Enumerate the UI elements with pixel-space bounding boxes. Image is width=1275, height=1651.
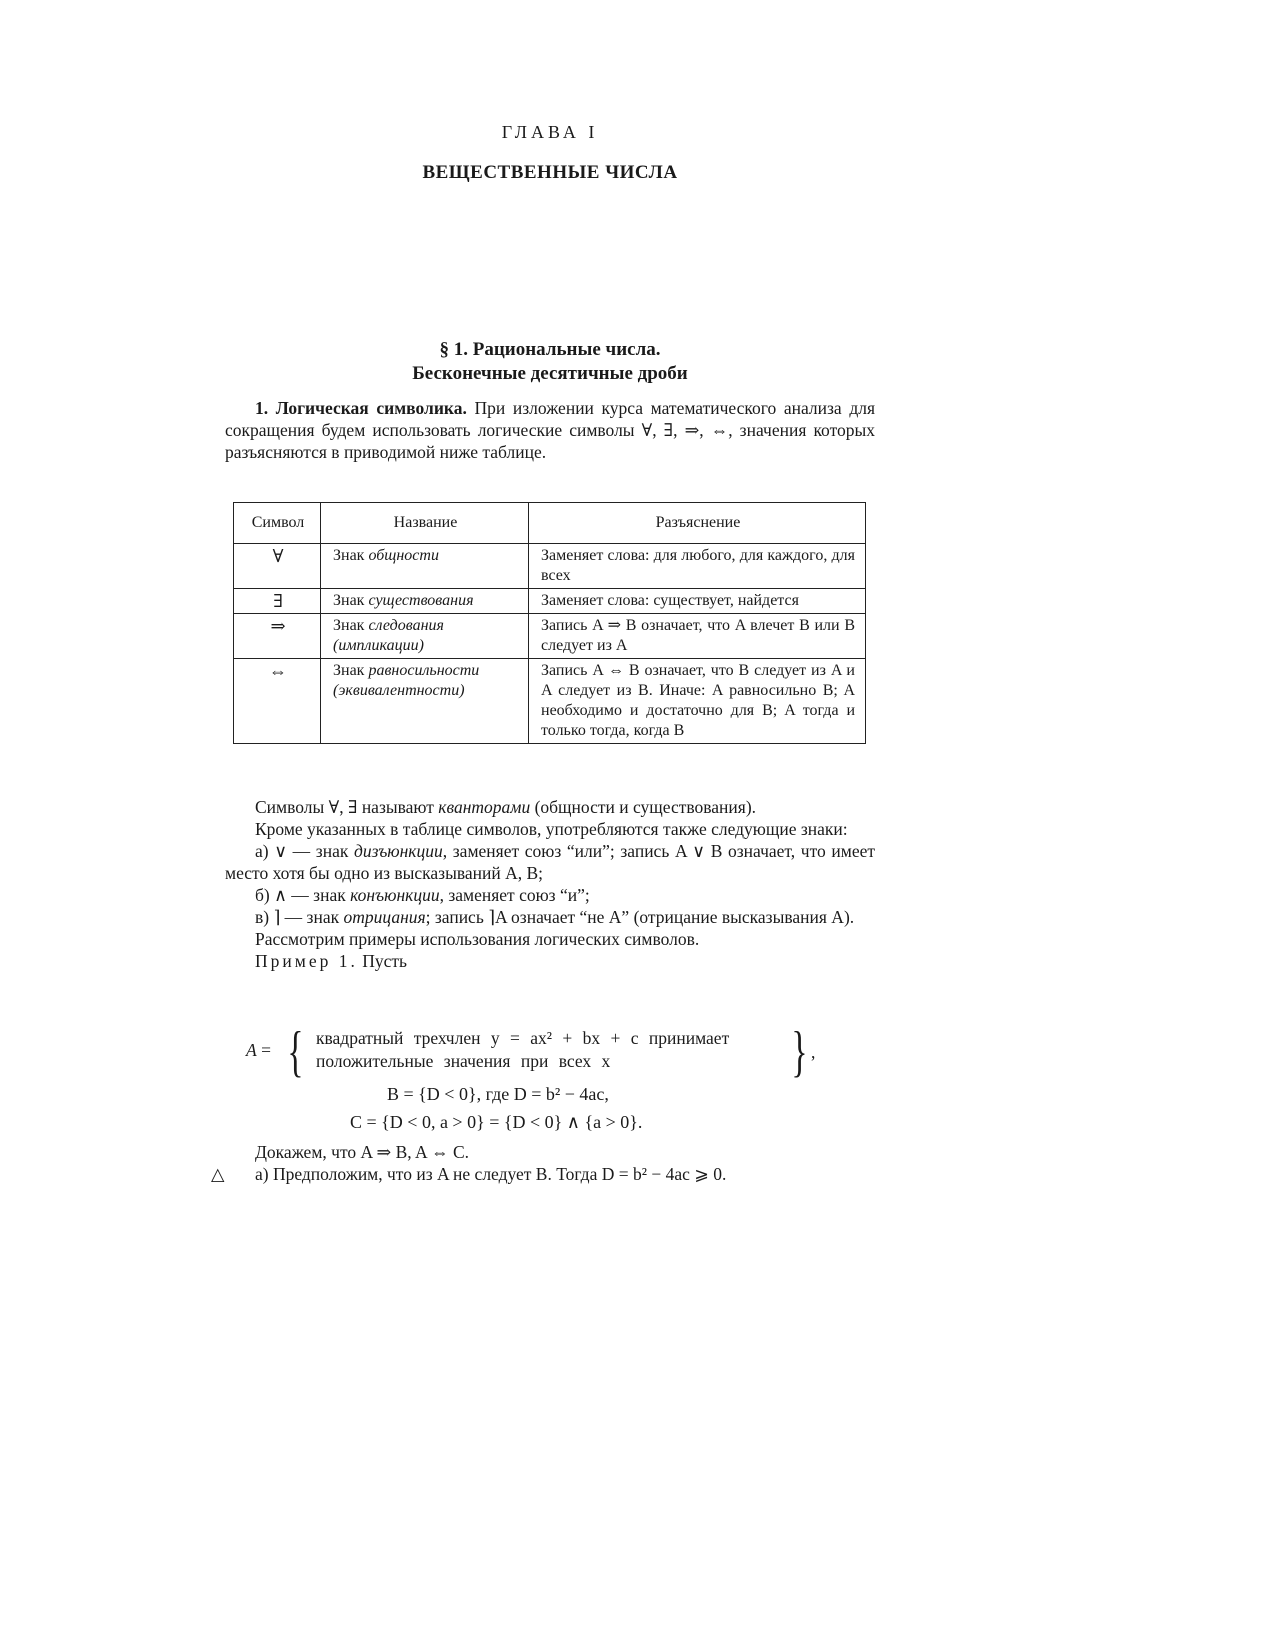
text-italic: конъюнкции: [350, 885, 440, 905]
table-cell-name: [321, 659, 529, 744]
text-run: а) Предположим, что из A не следует B. Тогда D = b² − 4ac ⩾ 0.: [255, 1164, 727, 1184]
table-cell-symbol: ∀: [234, 544, 321, 589]
example-label: Пример 1.: [255, 951, 358, 971]
text-italic: дизъюнкции: [354, 841, 443, 861]
table-row: [234, 589, 866, 614]
text-run: Пусть: [357, 951, 408, 971]
name-plain: Знак: [333, 662, 369, 679]
disjunction-item: [225, 840, 875, 884]
formula-variable: A: [246, 1040, 257, 1060]
text-run: (общности и существования).: [530, 797, 757, 817]
table-cell-symbol: ⇔: [234, 659, 321, 744]
text-run: ; запись ⌉A означает “не A” (отрицание высказывания A).: [425, 907, 855, 927]
table-header-explanation: Разъяснение: [529, 503, 866, 544]
table-row: [234, 544, 866, 589]
proof-line: [211, 1163, 875, 1185]
triangle-icon: △: [211, 1164, 225, 1184]
name-italic: равносильности (эквивалентности): [333, 662, 480, 699]
text-run: , заменяет союз “или”; запись A ∨ B означает, что имеет место хотя бы одно из высказываний A, B;: [225, 841, 876, 883]
logic-symbols-table: [233, 502, 866, 744]
left-brace: {: [287, 1021, 304, 1083]
name-italic: общности: [368, 547, 439, 564]
table-cell-explanation: Запись A ⇒ B означает, что A влечет B или B следует из A: [529, 614, 866, 659]
name-plain: Знак: [333, 617, 369, 634]
example-1-label: [225, 950, 875, 972]
formula-equals: =: [256, 1040, 271, 1060]
text-italic: кванторами: [438, 797, 531, 817]
formula-line-1: квадратный трехчлен y = ax² + bx + c принимает: [316, 1028, 730, 1048]
right-brace: }: [791, 1021, 808, 1083]
table-cell-symbol: ⇒: [234, 614, 321, 659]
name-italic: следования (импликации): [333, 617, 444, 654]
text-run: , заменяет союз “и”;: [439, 885, 590, 905]
name-plain: Знак: [333, 592, 369, 609]
equation-b: B = {D < 0}, где D = b² − 4ac,: [387, 1084, 609, 1104]
table-header-name: Название: [321, 503, 529, 544]
examples-intro: Рассмотрим примеры использования логических символов.: [255, 929, 700, 949]
table-row: [234, 614, 866, 659]
negation-item: [225, 906, 875, 928]
intro-text: При изложении курса математического анализа для сокращения будем использовать логические символы ∀, ∃, ⇒, ⇔, значения которых разъясняются в приводимой ниже таблице.: [225, 398, 876, 462]
table-header-row: [234, 503, 866, 544]
name-plain: Знак: [333, 547, 369, 564]
text-italic: отрицания: [343, 907, 426, 927]
prove-statement: Докажем, что A ⇒ B, A ⇔ C.: [255, 1142, 469, 1162]
quantifiers-paragraph: [225, 796, 875, 818]
table-cell-name: [321, 544, 529, 589]
table-cell-explanation: Заменяет слова: существует, найдется: [529, 589, 866, 614]
formula-comma: ,: [811, 1042, 816, 1062]
text-run: Символы ∀, ∃ называют: [255, 797, 439, 817]
formula-lhs: [246, 1040, 271, 1061]
section-heading-line1: § 1. Рациональные числа.: [439, 339, 661, 360]
table-cell-explanation: Заменяет слова: для любого, для каждого, для всех: [529, 544, 866, 589]
intro-paragraph: [225, 397, 875, 463]
text-run: а) ∨ — знак: [255, 841, 354, 861]
conjunction-item: [225, 884, 875, 906]
set-definition-formula: [246, 1022, 876, 1082]
text-run: в) ⌉ — знак: [255, 907, 344, 927]
chapter-label: ГЛАВА I: [501, 122, 599, 142]
formula-line-2: положительные значения при всех x: [316, 1051, 611, 1071]
text-run: б) ∧ — знак: [255, 885, 351, 905]
subsection-title: 1. Логическая символика.: [255, 398, 467, 418]
proof-start: [211, 1141, 875, 1185]
table-cell-name: [321, 589, 529, 614]
body-text: [225, 796, 875, 972]
section-heading-line2: Бесконечные десятичные дроби: [412, 363, 688, 384]
table-cell-symbol: ∃: [234, 589, 321, 614]
section-heading: [225, 338, 875, 386]
table-row: [234, 659, 866, 744]
equation-c: C = {D < 0, a > 0} = {D < 0} ∧ {a > 0}.: [350, 1112, 643, 1132]
table-cell-explanation: Запись A ⇔ B означает, что B следует из A и A следует из B. Иначе: A равносильно B; A необходимо и достаточно для B; A тогда и только тогда, когда B: [529, 659, 866, 744]
table-cell-name: [321, 614, 529, 659]
chapter-title: ВЕЩЕСТВЕННЫЕ ЧИСЛА: [422, 162, 678, 183]
other-signs-paragraph: Кроме указанных в таблице символов, употребляются также следующие знаки:: [255, 819, 848, 839]
name-italic: существования: [368, 592, 474, 609]
table-header-symbol: Символ: [234, 503, 321, 544]
